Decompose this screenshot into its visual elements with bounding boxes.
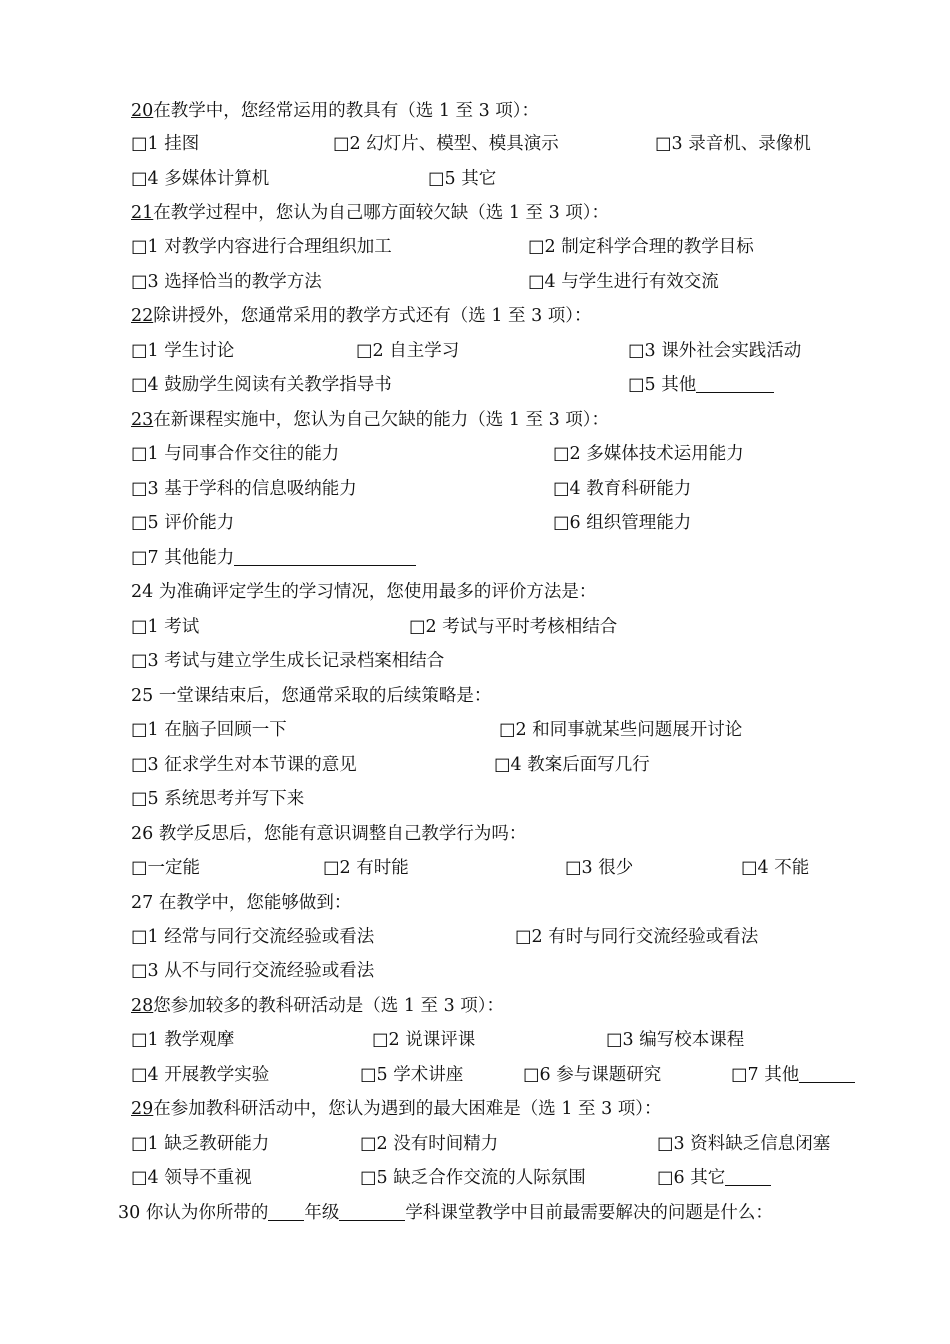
question-number: 20 <box>131 101 154 121</box>
option-checkbox[interactable]: □5 缺乏合作交流的人际氛围 <box>360 1168 586 1188</box>
question-text: 一堂课结束后，您通常采取的后续策略是： <box>158 686 492 706</box>
option-checkbox[interactable]: □3 征求学生对本节课的意见 <box>131 755 357 775</box>
question-26 <box>131 819 526 849</box>
question-number: 21 <box>131 203 154 223</box>
option-checkbox[interactable]: □5 评价能力 <box>131 513 235 533</box>
question-text: 在新课程实施中，您认为自己欠缺的能力（选 1 至 3 项）： <box>153 410 610 430</box>
question-text: 在参加教科研活动中，您认为遇到的最大困难是（选 1 至 3 项）： <box>153 1099 662 1119</box>
option-checkbox[interactable]: □1 挂图 <box>131 134 200 154</box>
question-text: 30 你认为你所带的 <box>118 1203 269 1223</box>
options-row <box>0 853 950 883</box>
option-checkbox[interactable]: □3 录音机、录像机 <box>655 134 811 154</box>
question-30 <box>118 1198 773 1228</box>
option-checkbox[interactable]: □5 其它 <box>428 169 497 189</box>
fill-in-blank[interactable] <box>234 545 416 566</box>
option-checkbox[interactable]: □2 考试与平时考核相结合 <box>409 617 618 637</box>
option-checkbox[interactable]: □1 与同事合作交往的能力 <box>131 444 340 464</box>
question-number: 23 <box>131 410 154 430</box>
question-text: 教学反思后，您能有意识调整自己教学行为吗： <box>158 824 527 844</box>
option-checkbox[interactable]: □4 开展教学实验 <box>131 1065 270 1085</box>
options-row <box>0 922 950 952</box>
question-number: 24 <box>131 582 154 602</box>
option-checkbox[interactable]: □3 课外社会实践活动 <box>628 341 802 361</box>
option-checkbox[interactable]: □2 说课评课 <box>372 1030 476 1050</box>
options-row <box>0 232 950 262</box>
option-other[interactable] <box>657 1163 771 1193</box>
question-number: 27 <box>131 893 154 913</box>
question-number: 28 <box>131 996 154 1016</box>
question-24 <box>131 577 596 607</box>
options-row <box>0 646 950 676</box>
option-checkbox[interactable]: □3 很少 <box>565 858 634 878</box>
options-row <box>0 439 950 469</box>
option-checkbox[interactable]: □1 经常与同行交流经验或看法 <box>131 927 375 947</box>
fill-in-blank[interactable] <box>799 1062 855 1083</box>
option-other[interactable] <box>131 543 416 573</box>
option-checkbox[interactable]: □4 鼓励学生阅读有关教学指导书 <box>131 375 392 395</box>
options-row <box>0 129 950 159</box>
question-number: 22 <box>131 306 154 326</box>
option-checkbox[interactable]: □2 有时与同行交流经验或看法 <box>515 927 759 947</box>
options-row <box>0 715 950 745</box>
options-row <box>0 784 950 814</box>
option-checkbox[interactable]: □1 学生讨论 <box>131 341 235 361</box>
option-checkbox[interactable]: □4 教案后面写几行 <box>494 755 650 775</box>
options-row <box>0 336 950 366</box>
option-checkbox[interactable]: □2 制定科学合理的教学目标 <box>528 237 754 257</box>
options-row <box>0 267 950 297</box>
question-27 <box>131 888 351 918</box>
question-number: 25 <box>131 686 154 706</box>
question-text: 在教学过程中，您认为自己哪方面较欠缺（选 1 至 3 项）： <box>153 203 610 223</box>
question-text: 为准确评定学生的学习情况，您使用最多的评价方法是： <box>158 582 597 602</box>
options-row <box>0 1163 950 1193</box>
option-other[interactable] <box>731 1060 855 1090</box>
option-label: □6 其它 <box>657 1168 726 1188</box>
option-label: □7 其他 <box>731 1065 800 1085</box>
options-row <box>0 1025 950 1055</box>
question-25 <box>131 681 491 711</box>
options-row <box>0 164 950 194</box>
option-checkbox[interactable]: □2 有时能 <box>323 858 409 878</box>
option-checkbox[interactable]: □5 系统思考并写下来 <box>131 789 305 809</box>
option-checkbox[interactable]: □4 教育科研能力 <box>553 479 692 499</box>
option-checkbox[interactable]: □3 考试与建立学生成长记录档案相结合 <box>131 651 445 671</box>
option-checkbox[interactable]: □4 多媒体计算机 <box>131 169 270 189</box>
question-23 <box>131 405 609 435</box>
option-checkbox[interactable]: □1 在脑子回顾一下 <box>131 720 287 740</box>
options-row <box>0 956 950 986</box>
subject-blank[interactable] <box>339 1200 405 1221</box>
options-row <box>0 1060 950 1090</box>
options-row <box>0 543 950 573</box>
options-row <box>0 474 950 504</box>
question-text: 除讲授外，您通常采用的教学方式还有（选 1 至 3 项）： <box>153 306 592 326</box>
option-checkbox[interactable]: □6 参与课题研究 <box>523 1065 662 1085</box>
question-20 <box>131 96 539 126</box>
option-label: □5 其他 <box>628 375 697 395</box>
question-22 <box>131 301 592 331</box>
grade-blank[interactable] <box>268 1200 304 1221</box>
option-checkbox[interactable]: □2 自主学习 <box>356 341 460 361</box>
option-checkbox[interactable]: □1 教学观摩 <box>131 1030 235 1050</box>
options-row <box>0 508 950 538</box>
option-checkbox[interactable]: □2 幻灯片、模型、模具演示 <box>333 134 559 154</box>
option-checkbox[interactable]: □2 多媒体技术运用能力 <box>553 444 744 464</box>
option-label: □7 其他能力 <box>131 548 235 568</box>
question-number: 26 <box>131 824 154 844</box>
question-29 <box>131 1094 662 1124</box>
question-text: 在教学中，您能够做到： <box>158 893 352 913</box>
option-checkbox[interactable]: □3 编写校本课程 <box>606 1030 745 1050</box>
option-checkbox[interactable]: □3 资料缺乏信息闭塞 <box>657 1134 831 1154</box>
option-checkbox[interactable]: □4 与学生进行有效交流 <box>528 272 719 292</box>
options-row <box>0 1129 950 1159</box>
option-checkbox[interactable]: □1 考试 <box>131 617 200 637</box>
option-checkbox[interactable]: □3 从不与同行交流经验或看法 <box>131 961 375 981</box>
question-21 <box>131 198 609 228</box>
option-checkbox[interactable]: □3 基于学科的信息吸纳能力 <box>131 479 357 499</box>
question-number: 29 <box>131 1099 154 1119</box>
option-checkbox[interactable]: □4 不能 <box>741 858 810 878</box>
options-row <box>0 370 950 400</box>
option-checkbox[interactable]: □5 学术讲座 <box>360 1065 464 1085</box>
option-checkbox[interactable]: □1 缺乏教研能力 <box>131 1134 270 1154</box>
option-other[interactable] <box>628 370 774 400</box>
option-checkbox[interactable]: □2 和同事就某些问题展开讨论 <box>499 720 743 740</box>
question-text: 在教学中，您经常运用的教具有（选 1 至 3 项）： <box>153 101 540 121</box>
option-checkbox[interactable]: □2 没有时间精力 <box>360 1134 499 1154</box>
fill-in-blank[interactable] <box>725 1165 771 1186</box>
options-row <box>0 750 950 780</box>
option-checkbox[interactable]: □4 领导不重视 <box>131 1168 252 1188</box>
options-row <box>0 612 950 642</box>
question-text: 您参加较多的教科研活动是（选 1 至 3 项）： <box>153 996 505 1016</box>
fill-in-blank[interactable] <box>696 372 774 393</box>
option-checkbox[interactable]: □3 选择恰当的教学方法 <box>131 272 322 292</box>
question-text: 年级 <box>304 1203 340 1223</box>
option-checkbox[interactable]: □6 组织管理能力 <box>553 513 692 533</box>
option-checkbox[interactable]: □一定能 <box>131 858 201 878</box>
option-checkbox[interactable]: □1 对教学内容进行合理组织加工 <box>131 237 392 257</box>
question-text: 学科课堂教学中目前最需要解决的问题是什么： <box>405 1203 773 1223</box>
question-28 <box>131 991 504 1021</box>
